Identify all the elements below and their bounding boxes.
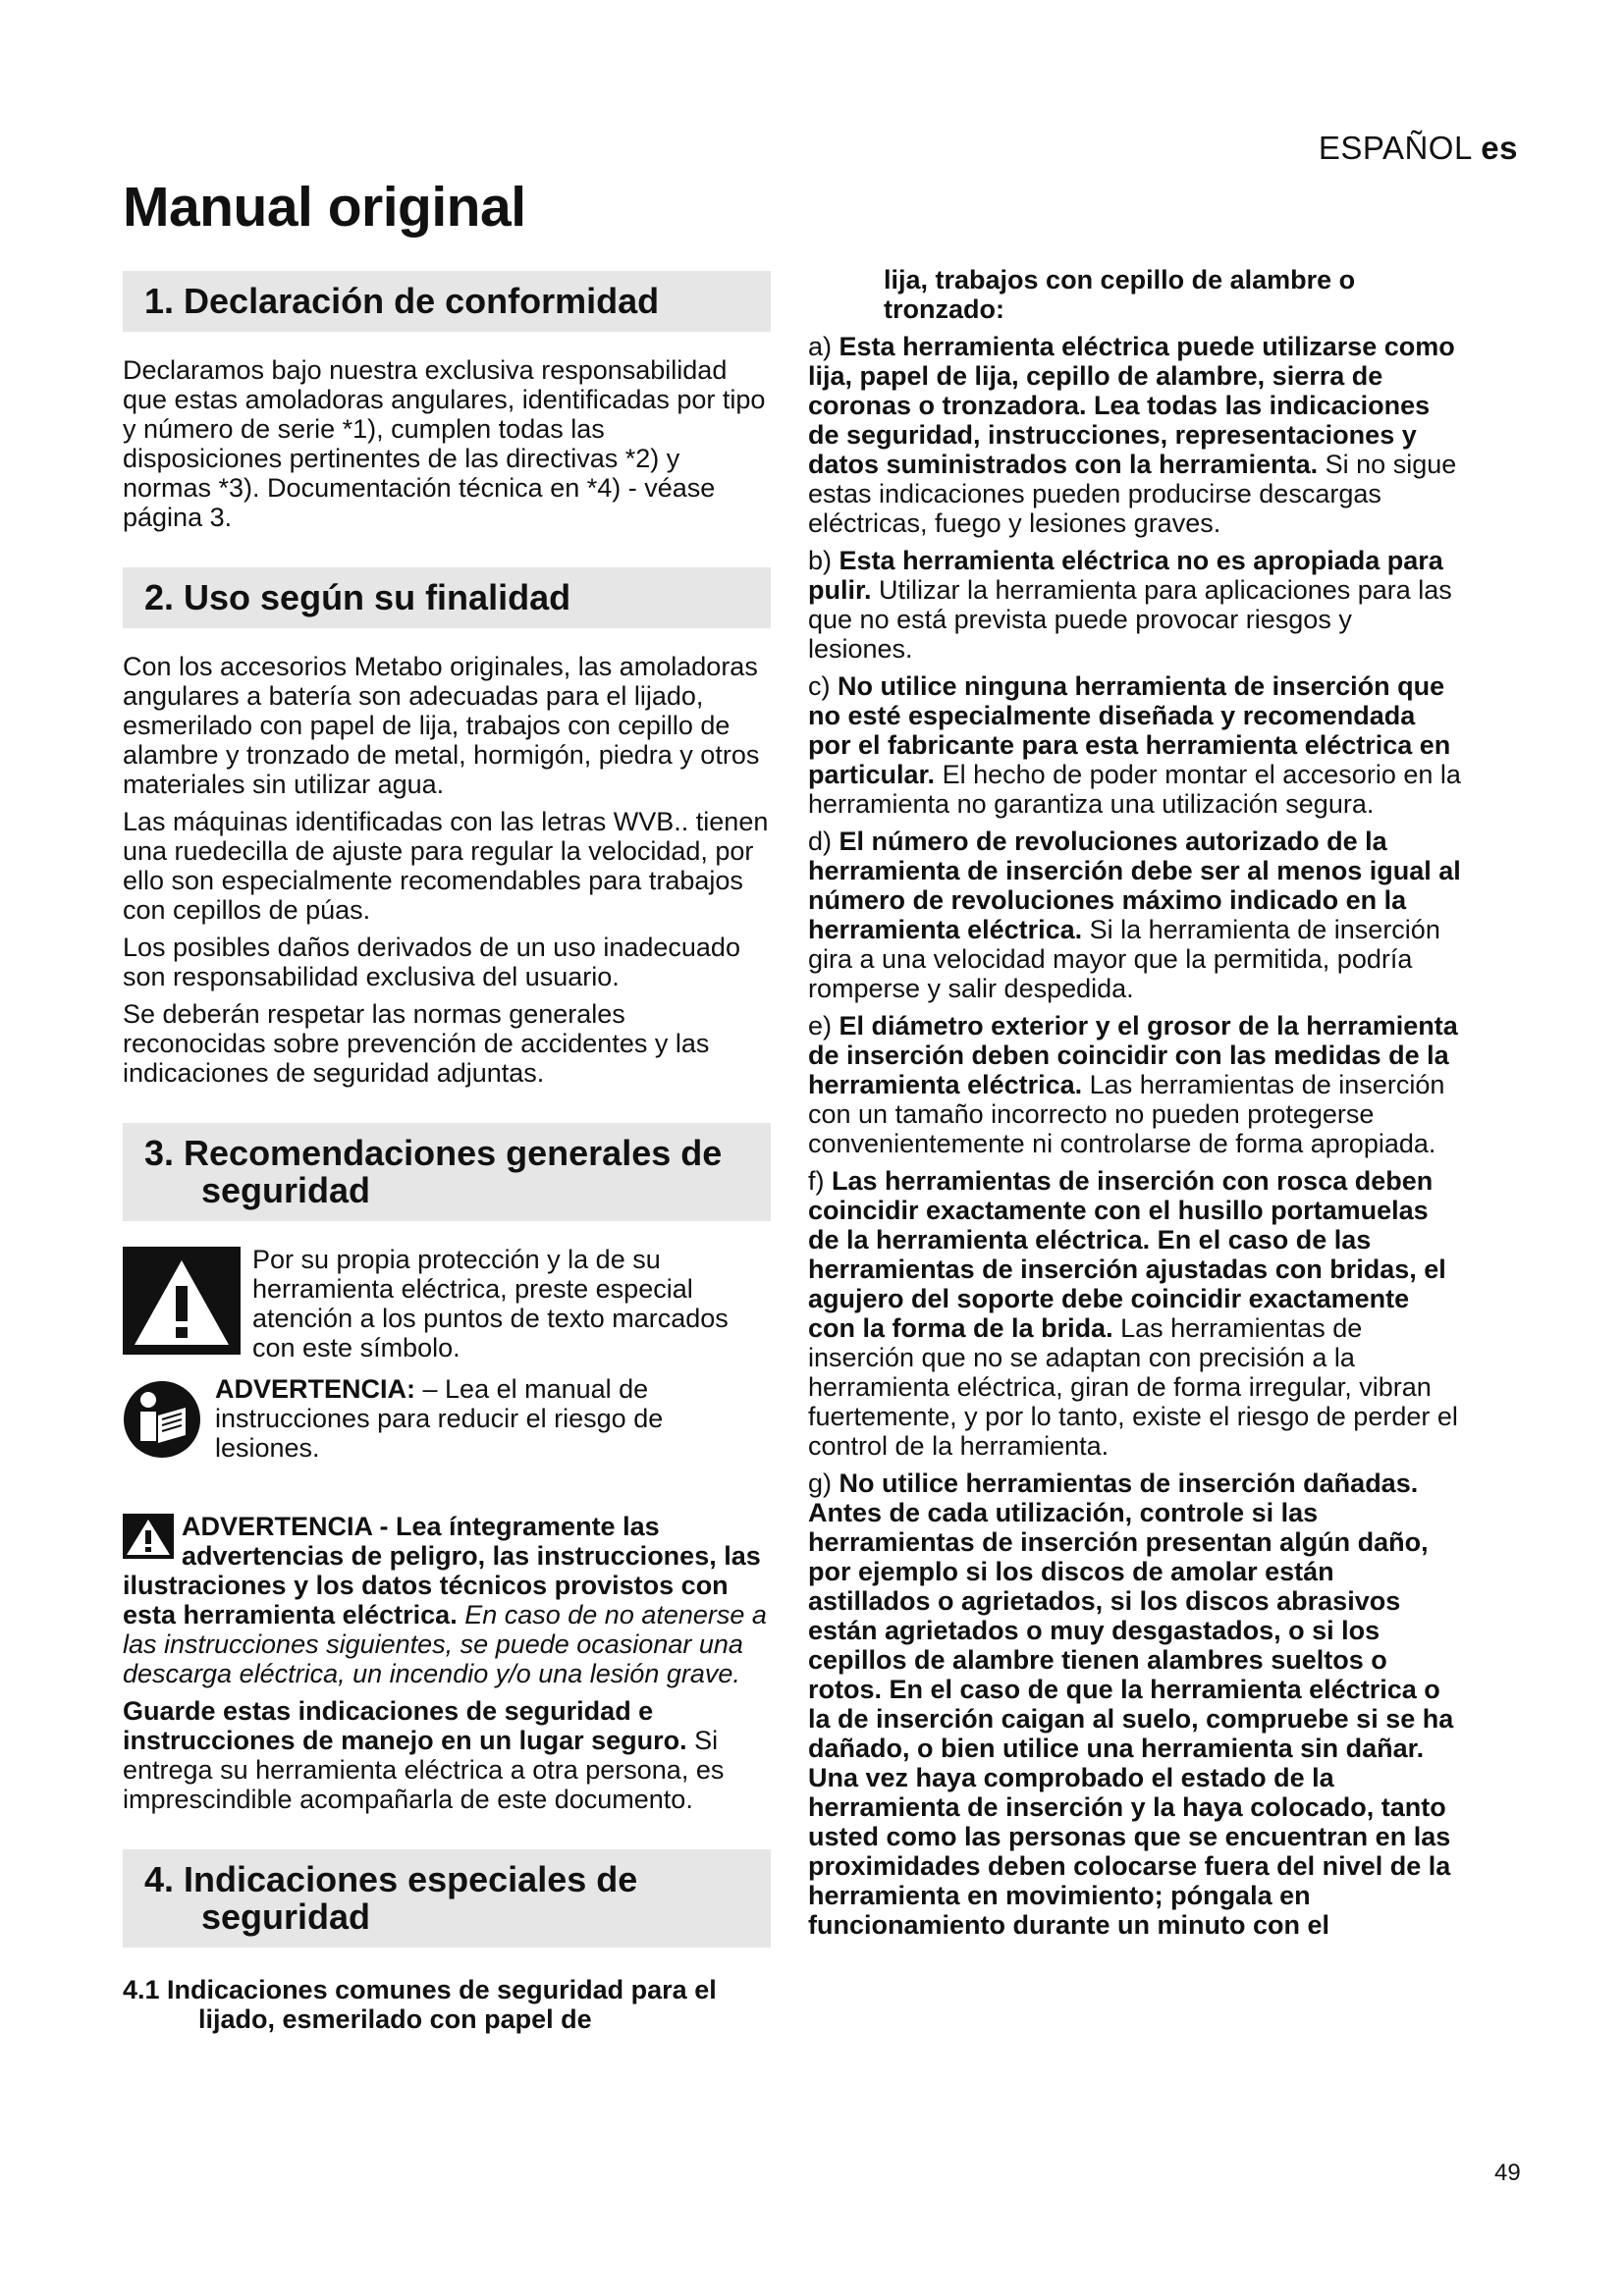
general-warning-italic: En caso de no atenerse a las instrucciones siguientes, se puede ocasionar una descarga eléctrica, un incendio y/o una lesión grave. — [123, 1600, 767, 1688]
general-warning-bold: ADVERTENCIA - Lea íntegramente las advertencias de peligro, las instrucciones, las ilustraciones y los datos técnicos provistos con esta herramienta eléctrica. — [123, 1512, 761, 1629]
safety-item-letter: c) — [808, 671, 831, 701]
manual-warning-text — [123, 1374, 771, 1463]
section-3-heading — [123, 1123, 771, 1221]
right-column — [808, 265, 1462, 1948]
safety-item-bold: Esta herramienta eléctrica no es apropiada para pulir. — [808, 546, 1443, 605]
safety-item — [808, 827, 1462, 1003]
safety-item — [808, 1166, 1462, 1461]
section-2-heading-text: 2. Uso según su finalidad — [144, 577, 571, 617]
safety-item-letter: g) — [808, 1468, 833, 1498]
safety-item — [808, 332, 1462, 538]
section-2-p2: Las máquinas identificadas con las letras WVB.. tienen una ruedecilla de ajuste para regular la velocidad, por ello son especialmente recomendables para trabajos con cepillos de púas. — [123, 807, 769, 925]
safety-item-bold: No utilice ninguna herramienta de inserción que no esté especialmente diseñada y recomendada por el fabricante para esta herramienta eléctrica en particular. — [808, 671, 1451, 789]
read-manual-icon — [123, 1380, 201, 1459]
safety-items-list — [808, 332, 1462, 1940]
section-2-p4: Se deberán respetar las normas generales reconocidas sobre prevención de accidentes y las indicaciones de seguridad adjuntas. — [123, 999, 710, 1088]
language-code: es — [1481, 130, 1518, 166]
manual-warning — [123, 1374, 771, 1463]
manual-warning-label: ADVERTENCIA: — [215, 1374, 416, 1404]
safety-item-text: Si no sigue estas indicaciones pueden producirse descargas eléctricas, fuego y lesiones graves. — [808, 450, 1457, 538]
keep-instructions — [123, 1696, 771, 1814]
safety-item-bold: El número de revoluciones autorizado de la herramienta de inserción debe ser al menos igual al número de revoluciones máximo indicado en la herramienta eléctrica. — [808, 827, 1461, 944]
language-header — [1319, 130, 1518, 167]
safety-item — [808, 671, 1462, 819]
safety-item-letter: b) — [808, 546, 833, 575]
section-2-p1: Con los accesorios Metabo originales, las amoladoras angulares a batería son adecuadas para el lijado, esmerilado con papel de lija, trabajos con cepillo de alambre y tronzado de metal, hormigón, piedra y otros materiales sin utilizar agua. — [123, 652, 760, 799]
safety-item-text: Si la herramienta de inserción gira a una velocidad mayor que la permitida, podría romperse y salir despedida. — [808, 915, 1440, 1003]
safety-item-letter: d) — [808, 827, 833, 856]
safety-item-text: Utilizar la herramienta para aplicaciones para las que no está prevista puede provocar riesgos y lesiones. — [808, 575, 1452, 664]
safety-item-text: Las herramientas de inserción con un tamaño incorrecto no pueden protegerse convenientemente ni controlarse de forma apropiada. — [808, 1070, 1445, 1158]
section-2-heading — [123, 567, 771, 628]
warning-triangle-small-icon — [123, 1514, 174, 1559]
safety-item-bold: No utilice herramientas de inserción dañadas. Antes de cada utilización, controle si las herramientas de inserción presentan algún daño, por ejemplo si los discos de amolar están astillados o agrietados, si los discos abrasivos están agrietados o muy desgastados, o si los cepillos de alambre tienen alambres sueltos o rotos. En el caso de que la herramienta eléctrica o la de inserción caigan al suelo, compruebe si se ha dañado, o bien utilice una herramienta sin dañar. Una vez haya comprobado el estado de la herramienta de inserción y la haya colocado, tanto usted como las personas que se encuentran en las proximidades deben colocarse fuera del nivel de la herramienta en movimiento; póngala en funcionamiento durante un minuto con el — [808, 1468, 1454, 1940]
safety-item-bold: El diámetro exterior y el grosor de la herramienta de inserción deben coincidir con las medidas de la herramienta eléctrica. — [808, 1011, 1458, 1099]
symbol-note — [123, 1245, 771, 1362]
keep-instructions-bold: Guarde estas indicaciones de seguridad e instrucciones de manejo en un lugar seguro. — [123, 1696, 687, 1755]
general-warning — [123, 1512, 771, 1688]
safety-item-bold: Esta herramienta eléctrica puede utilizarse como lija, papel de lija, cepillo de alambre, sierra de coronas o tronzadora. Lea todas las indicaciones de seguridad, instrucciones, representaciones y datos suministrados con la herramienta. — [808, 332, 1455, 479]
safety-item — [808, 1468, 1462, 1940]
subsection-4-1-heading: 4.1 Indicaciones comunes de seguridad para el lijado, esmerilado con papel de — [123, 1975, 717, 2034]
section-1-body: Declaramos bajo nuestra exclusiva responsabilidad que estas amoladoras angulares, identificadas por tipo y número de serie *1), cumplen todas las disposiciones pertinentes de las directivas *2) y normas *3). Documentación técnica en *4) - véase página 3. — [123, 355, 766, 532]
safety-item-bold: Las herramientas de inserción con rosca deben coincidir exactamente con el husillo portamuelas de la herramienta eléctrica. En el caso de las herramientas de inserción ajustadas con bridas, el agujero del soporte debe coincidir exactamente con la forma de la brida. — [808, 1166, 1446, 1343]
page-title: Manual original — [123, 176, 526, 239]
safety-item-letter: e) — [808, 1011, 833, 1041]
section-4-heading-text: 4. Indicaciones especiales de seguridad — [144, 1859, 638, 1937]
safety-item-letter: a) — [808, 332, 833, 361]
section-1-heading-text: 1. Declaración de conformidad — [144, 281, 660, 321]
subsection-4-1-heading-continued: lija, trabajos con cepillo de alambre o tronzado: — [884, 265, 1356, 324]
left-column — [123, 271, 771, 2042]
section-2-p3: Los posibles daños derivados de un uso inadecuado son responsabilidad exclusiva del usuario. — [123, 933, 740, 991]
safety-item — [808, 546, 1462, 664]
safety-item — [808, 1011, 1462, 1158]
section-4-heading — [123, 1849, 771, 1948]
symbol-note-text: Por su propia protección y la de su herramienta eléctrica, preste especial atención a los puntos de texto marcados con este símbolo. — [252, 1245, 729, 1362]
warning-triangle-icon — [123, 1247, 241, 1355]
safety-item-letter: f) — [808, 1166, 825, 1196]
safety-item-text: El hecho de poder montar el accesorio en la herramienta no garantiza una utilización segura. — [808, 760, 1461, 819]
keep-instructions-text: Si entrega su herramienta eléctrica a otra persona, es imprescindible acompañarla de este documento. — [123, 1726, 725, 1814]
language-name: ESPAÑOL — [1318, 130, 1472, 166]
manual-warning-body: – Lea el manual de instrucciones para reducir el riesgo de lesiones. — [215, 1374, 664, 1463]
section-3-heading-text: 3. Recomendaciones generales de seguridad — [144, 1133, 723, 1210]
page-number: 49 — [1494, 2160, 1521, 2186]
section-1-heading — [123, 271, 771, 332]
safety-item-text: Las herramientas de inserción que no se adaptan con precisión a la herramienta eléctrica, giran de forma irregular, vibran fuertemente, y por lo tanto, existe el riesgo de perder el control de la herramienta. — [808, 1313, 1458, 1461]
